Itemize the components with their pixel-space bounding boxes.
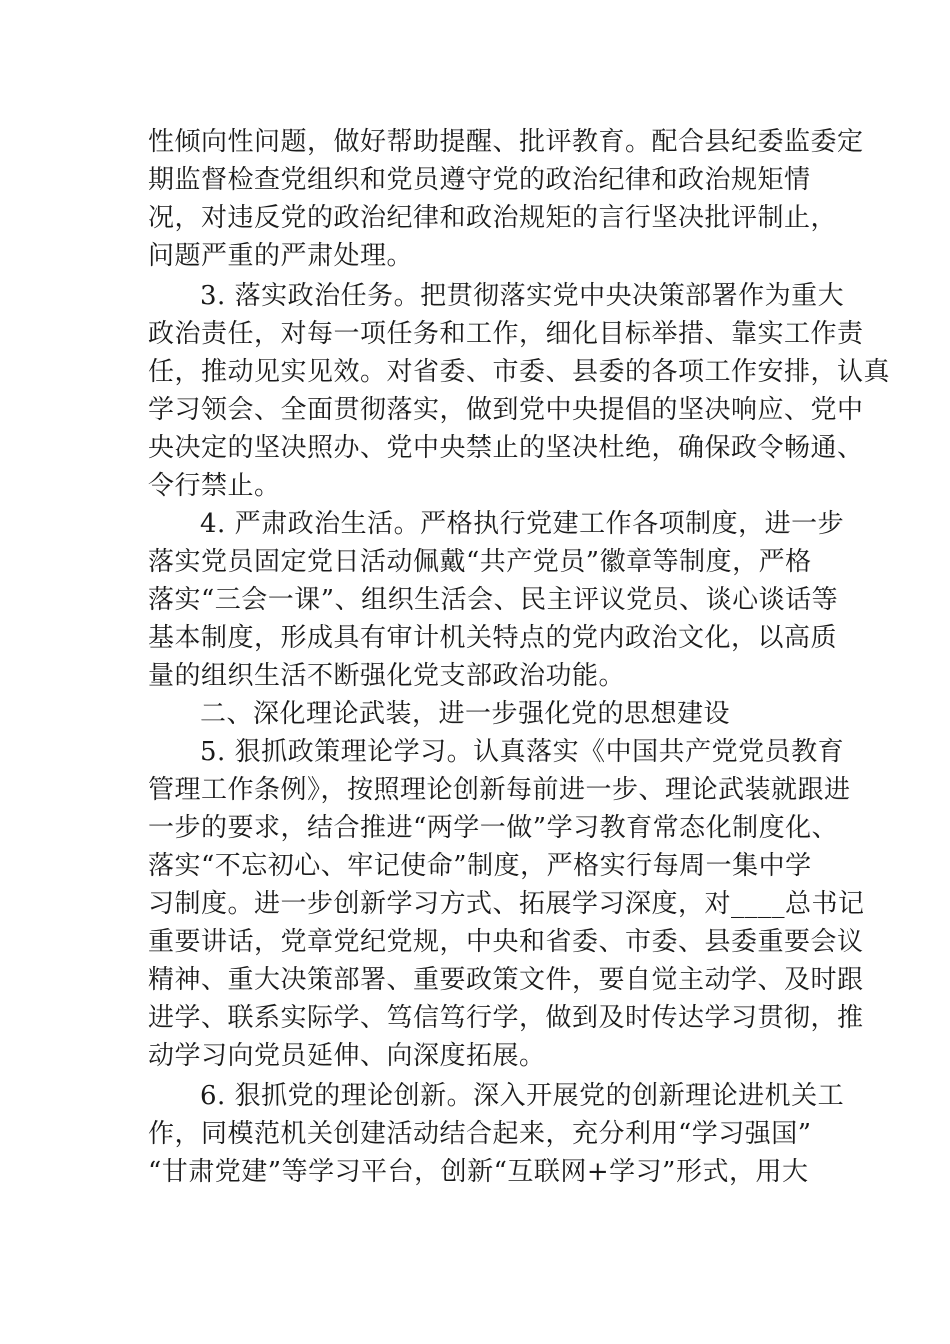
paragraph-line: 6. 狠抓党的理论创新。深入开展党的创新理论进机关工	[200, 1081, 845, 1111]
paragraph-line: 学习领会、全面贯彻落实，做到党中央提倡的坚决响应、党中	[148, 395, 864, 425]
paragraph-line: 管理工作条例》，按照理论创新每前进一步、理论武装就跟进	[148, 775, 851, 805]
paragraph-line: 况，对违反党的政治纪律和政治规矩的言行坚决批评制止，	[148, 203, 838, 233]
paragraph-line: 央决定的坚决照办、党中央禁止的坚决杜绝，确保政令畅通、	[148, 433, 864, 463]
section-heading: 二、深化理论武装，进一步强化党的思想建设	[200, 699, 731, 729]
paragraph-line: 作，同模范机关创建活动结合起来，充分利用“学习强国”	[148, 1119, 812, 1149]
paragraph-line: 令行禁止。	[148, 471, 281, 501]
paragraph-line: 期监督检查党组织和党员遵守党的政治纪律和政治规矩情	[148, 165, 811, 195]
paragraph-line: 问题严重的严肃处理。	[148, 241, 414, 271]
paragraph-line: 动学习向党员延伸、向深度拓展。	[148, 1041, 546, 1071]
paragraph-line: 政治责任，对每一项任务和工作，细化目标举措、靠实工作责	[148, 319, 864, 349]
paragraph-line: 一步的要求，结合推进“两学一做”学习教育常态化制度化、	[148, 813, 839, 843]
paragraph-line: 落实“三会一课”、组织生活会、民主评议党员、谈心谈话等	[148, 585, 839, 615]
paragraph-line: 进学、联系实际学、笃信笃行学，做到及时传达学习贯彻，推	[148, 1003, 864, 1033]
paragraph-line: 5. 狠抓政策理论学习。认真落实《中国共产党党员教育	[200, 737, 845, 767]
paragraph-line: 习制度。进一步创新学习方式、拓展学习深度，对____总书记	[148, 889, 865, 919]
paragraph-line: “甘肃党建”等学习平台，创新“互联网+学习”形式，用大	[148, 1157, 809, 1187]
paragraph-line: 4. 严肃政治生活。严格执行党建工作各项制度，进一步	[200, 509, 845, 539]
paragraph-line: 性倾向性问题，做好帮助提醒、批评教育。配合县纪委监委定	[148, 127, 864, 157]
paragraph-line: 落实党员固定党日活动佩戴“共产党员”徽章等制度，严格	[148, 547, 812, 577]
paragraph-line: 任，推动见实见效。对省委、市委、县委的各项工作安排，认真	[148, 357, 891, 387]
paragraph-line: 基本制度，形成具有审计机关特点的党内政治文化，以高质	[148, 623, 838, 653]
paragraph-line: 量的组织生活不断强化党支部政治功能。	[148, 661, 626, 691]
paragraph-line: 3. 落实政治任务。把贯彻落实党中央决策部署作为重大	[200, 281, 845, 311]
paragraph-line: 精神、重大决策部署、重要政策文件，要自觉主动学、及时跟	[148, 965, 864, 995]
paragraph-line: 落实“不忘初心、牢记使命”制度，严格实行每周一集中学	[148, 851, 812, 881]
paragraph-line: 重要讲话，党章党纪党规，中央和省委、市委、县委重要会议	[148, 927, 864, 957]
